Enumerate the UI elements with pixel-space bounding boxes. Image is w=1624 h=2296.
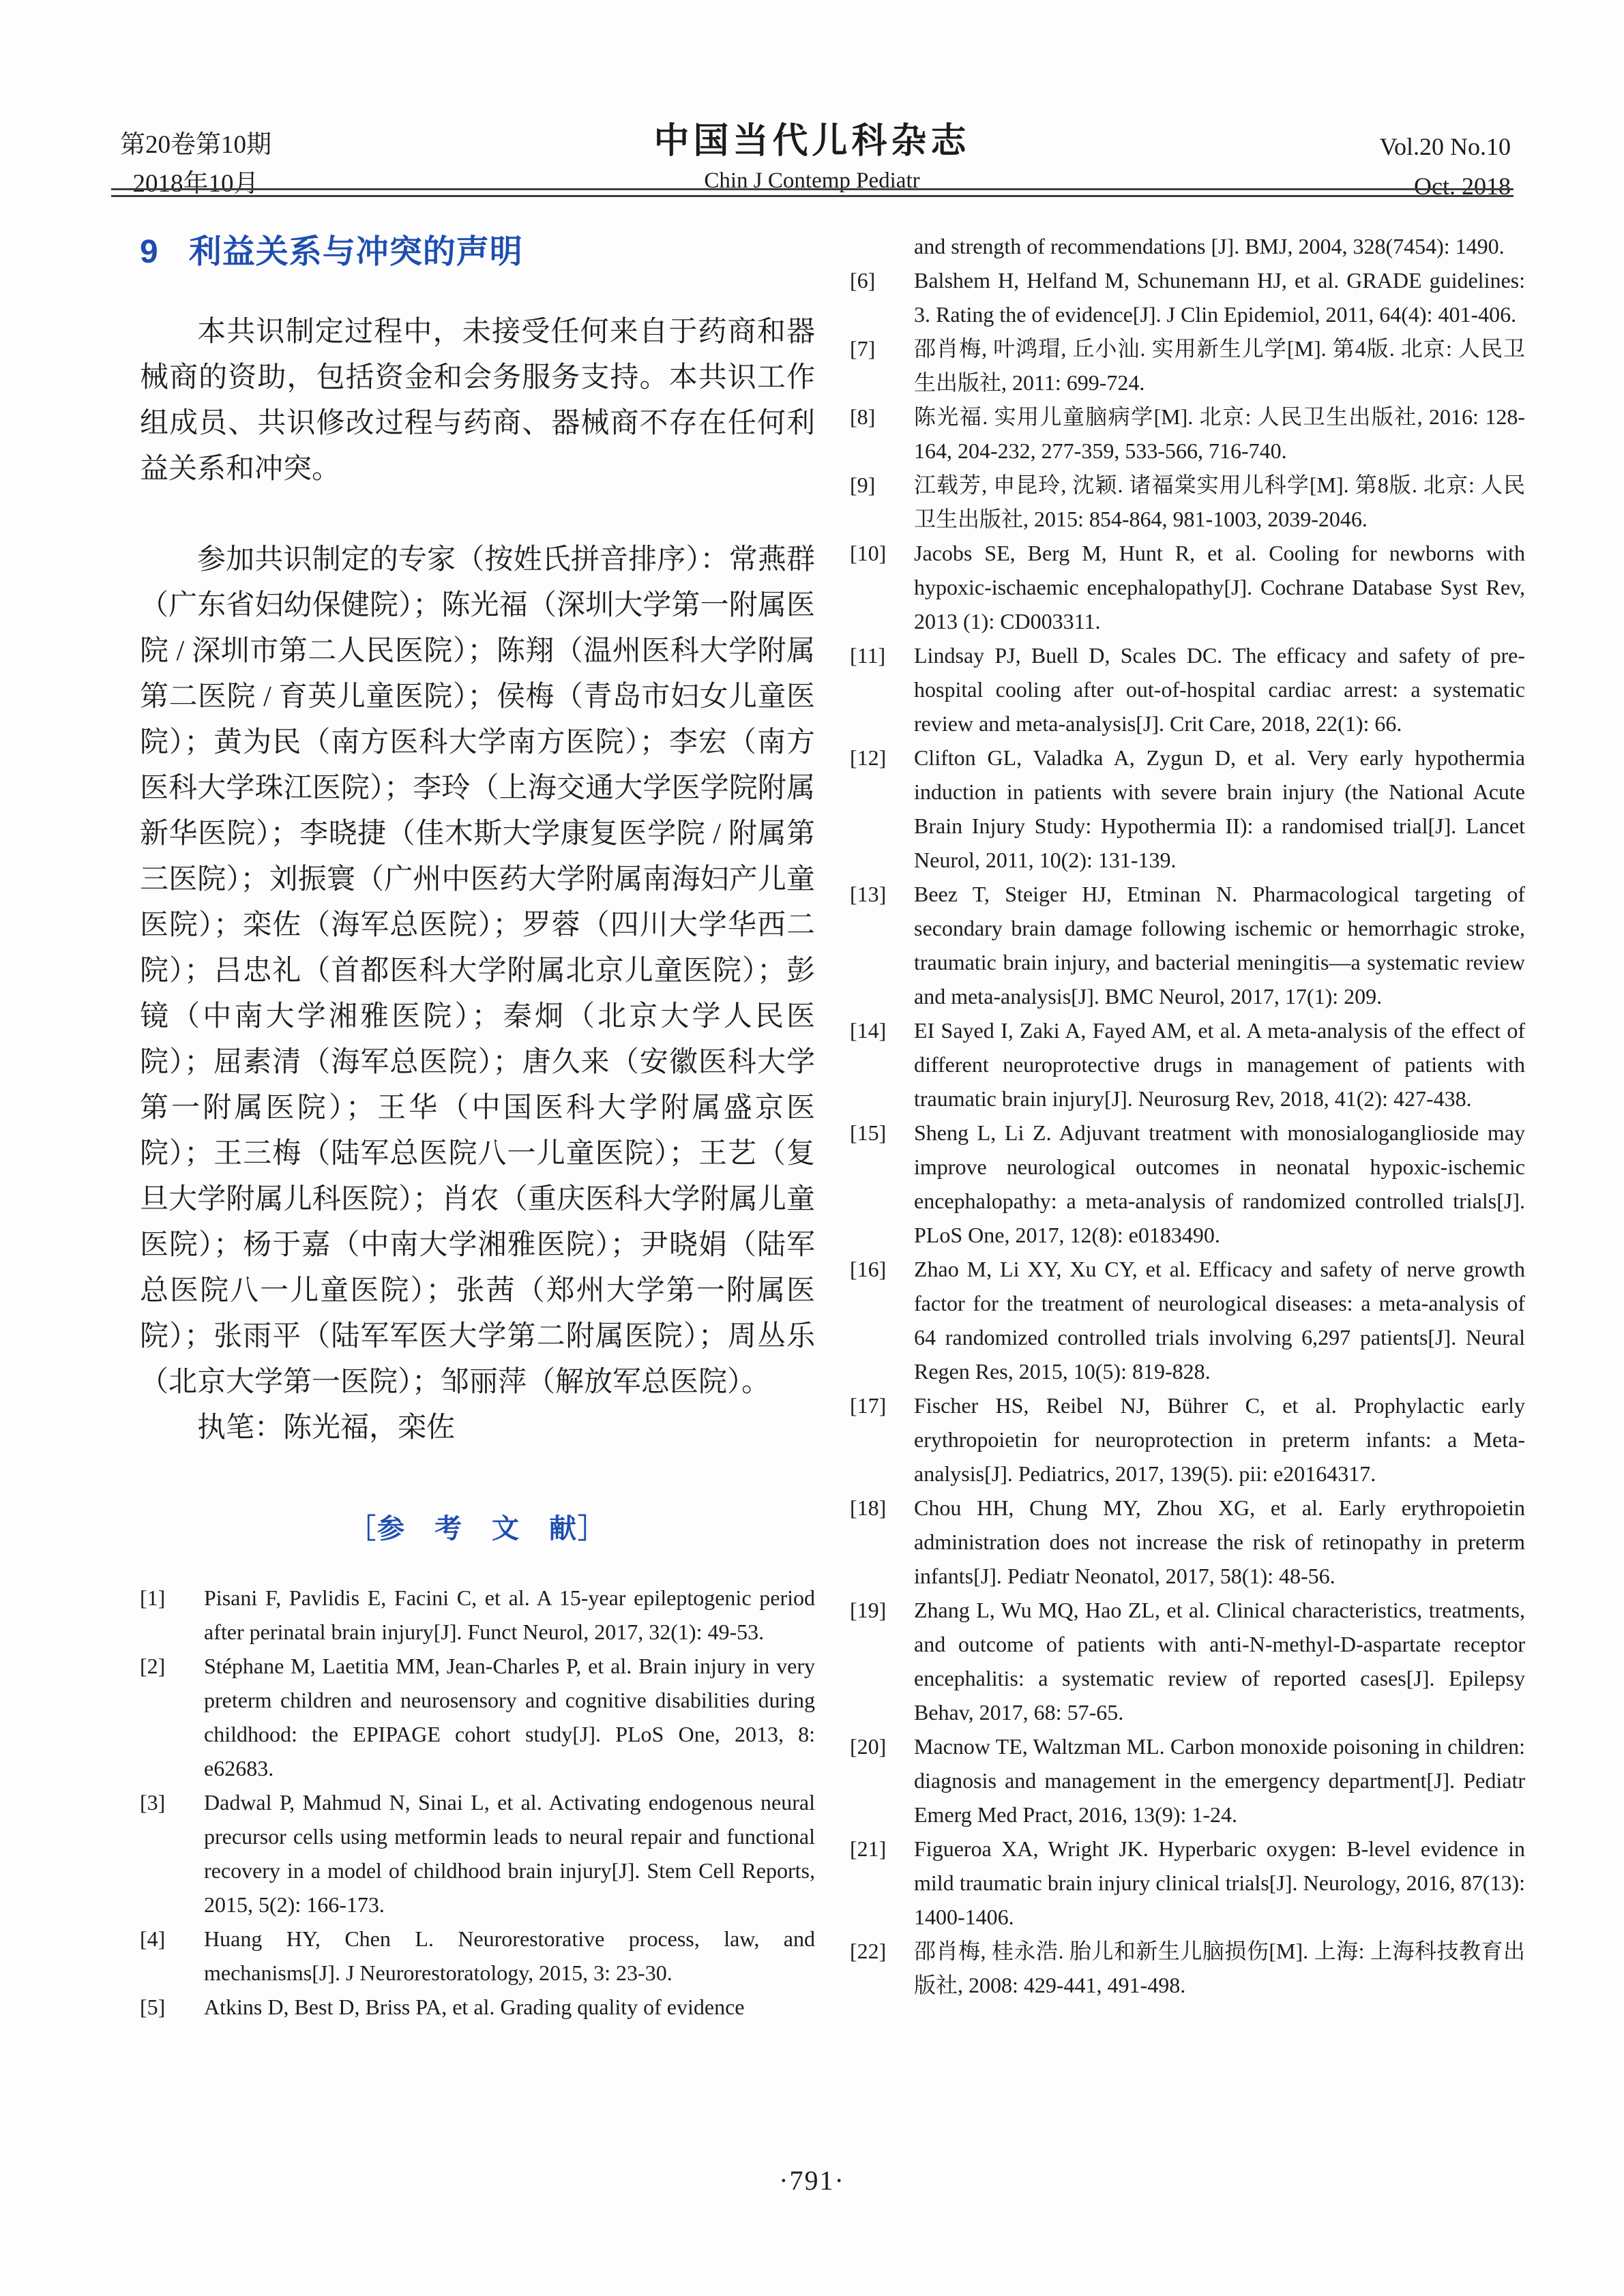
reference-item [850, 1934, 1525, 2002]
reference-item [850, 1729, 1525, 1832]
reference-text: Zhao M, Li XY, Xu CY, et al. Efficacy and safety of nerve growth factor for the treatment of neurological diseases: a meta-analysis of 64 randomized controlled trials involving 6,297 patients[J]. Neural Regen Res, 2015, 10(5): 819-828. [914, 1257, 1525, 1384]
reference-text: Clifton GL, Valadka A, Zygun D, et al. Very early hypothermia induction in patients with severe brain injury (the National Acute Brain Injury Study: Hypothermia II): a randomised trial[J]. Lancet Neurol, 2011, 10(2): 131-139. [914, 745, 1525, 872]
section-number: 9 [140, 234, 159, 270]
reference-number [850, 229, 914, 263]
reference-item [850, 638, 1525, 741]
references-heading: ［参 考 文 献］ [349, 1514, 606, 1544]
reference-number: [6] [850, 268, 876, 293]
reference-number: [7] [850, 336, 876, 361]
reference-text: Lindsay PJ, Buell D, Scales DC. The efficacy and safety of pre-hospital cooling after out-of-hospital cardiac arrest: a systematic review and meta-analysis[J]. Crit Care, 2018, 22(1): 66. [914, 643, 1525, 736]
reference-item [140, 1581, 815, 1649]
reference-text: Beez T, Steiger HJ, Etminan N. Pharmacological targeting of secondary brain damage following ischemic or hemorrhagic stroke, traumatic brain injury, and bacterial meningitis—a systematic review and meta-analysis[J]. BMC Neurol, 2017, 17(1): 209. [914, 882, 1525, 1009]
reference-item [850, 263, 1525, 331]
reference-text: Macnow TE, Waltzman ML. Carbon monoxide poisoning in children: diagnosis and management in the emergency department[J]. Pediatr Emerg Med Pract, 2016, 13(9): 1-24. [914, 1734, 1525, 1827]
reference-number: [14] [850, 1018, 887, 1043]
reference-number: [8] [850, 404, 876, 429]
reference-text: EI Sayed I, Zaki A, Fayed AM, et al. A meta-analysis of the effect of different neuroprotective drugs in management of patients with traumatic brain injury[J]. Neurosurg Rev, 2018, 41(2): 427-438. [914, 1018, 1525, 1111]
reference-item [850, 229, 1525, 263]
references-list-left [140, 1581, 815, 2024]
reference-text: Atkins D, Best D, Briss PA, et al. Grading quality of evidence [204, 1995, 745, 2019]
journal-title-en: Chin J Contemp Pediatr [704, 168, 920, 193]
reference-item [850, 331, 1525, 400]
header-divider-rule [111, 188, 1514, 197]
reference-number: [21] [850, 1836, 887, 1861]
reference-text: Fischer HS, Reibel NJ, Bührer C, et al. Prophylactic early erythropoietin for neuroprotection in preterm infants: a Meta-analysis[J]. Pediatrics, 2017, 139(5). pii: e20164317. [914, 1393, 1525, 1486]
reference-text: Chou HH, Chung MY, Zhou XG, et al. Early erythropoietin administration does not increase the risk of retinopathy in preterm infants[J]. Pediatr Neonatol, 2017, 58(1): 48-56. [914, 1495, 1525, 1588]
reference-text: Pisani F, Pavlidis E, Facini C, et al. A 15-year epileptogenic period after perinatal brain injury[J]. Funct Neurol, 2017, 32(1): 49-53. [204, 1585, 815, 1644]
reference-item [850, 1832, 1525, 1934]
reference-text: Jacobs SE, Berg M, Hunt R, et al. Cooling for newborns with hypoxic-ischaemic encephalopathy[J]. Cochrane Database Syst Rev, 2013 (1): CD003311. [914, 541, 1525, 633]
reference-number: [1] [140, 1585, 166, 1610]
reference-item [850, 1116, 1525, 1252]
header-date-en: Oct. 2018 [1414, 173, 1511, 200]
reference-number: [9] [850, 473, 876, 497]
reference-item [850, 1252, 1525, 1388]
reference-number: [20] [850, 1734, 887, 1759]
reference-item [850, 1013, 1525, 1116]
reference-item [850, 1593, 1525, 1729]
byline: 执笔：陈光福，栾佐 [197, 1412, 456, 1444]
reference-text: 陈光福. 实用儿童脑病学[M]. 北京: 人民卫生出版社, 2016: 128-164, 204-232, 277-359, 533-566, 716-740. [914, 404, 1525, 463]
reference-number: [2] [140, 1654, 166, 1678]
reference-text: Zhang L, Wu MQ, Hao ZL, et al. Clinical characteristics, treatments, and outcome of patients with anti-N-methyl-D-aspartate receptor encephalitis: a systematic review of reported cases[J]. Epilepsy Behav, 2017, 68: 57-65. [914, 1598, 1525, 1725]
page-number: ·791· [779, 2165, 845, 2196]
reference-item [140, 1785, 815, 1922]
reference-number: [17] [850, 1393, 887, 1418]
reference-number: [18] [850, 1495, 887, 1520]
reference-number: [19] [850, 1598, 887, 1622]
reference-item [850, 877, 1525, 1013]
reference-number: [5] [140, 1995, 166, 2019]
journal-title-cn: 中国当代儿科杂志 [653, 122, 971, 161]
conflict-statement-paragraph: 本共识制定过程中，未接受任何来自于药商和器械商的资助，包括资金和会务服务支持。本共识工作组成员、共识修改过程与药商、器械商不存在任何利益关系和冲突。 [140, 316, 815, 485]
reference-number: [22] [850, 1939, 887, 1963]
reference-number: [4] [140, 1926, 166, 1951]
reference-item [850, 468, 1525, 536]
header-volume-issue: 第20卷第10期 [120, 131, 271, 159]
reference-text: 邵肖梅, 叶鸿瑁, 丘小汕. 实用新生儿学[M]. 第4版. 北京: 人民卫生出版社, 2011: 699-724. [914, 336, 1525, 395]
reference-item [850, 400, 1525, 468]
reference-text: and strength of recommendations [J]. BMJ, 2004, 328(7454): 1490. [914, 234, 1505, 258]
right-column [850, 229, 1525, 2002]
reference-item [140, 1649, 815, 1785]
reference-text: Stéphane M, Laetitia MM, Jean-Charles P, et al. Brain injury in very preterm children and neurosensory and cognitive disabilities during childhood: the EPIPAGE cohort study[J]. PLoS One, 2013, 8: e62683. [204, 1654, 815, 1780]
reference-item [140, 1922, 815, 1990]
reference-text: Figueroa XA, Wright JK. Hyperbaric oxygen: B-level evidence in mild traumatic brain injury clinical trials[J]. Neurology, 2016, 87(13): 1400-1406. [914, 1836, 1525, 1929]
experts-list-paragraph: 参加共识制定的专家（按姓氏拼音排序）：常燕群（广东省妇幼保健院）；陈光福（深圳大学第一附属医院 / 深圳市第二人民医院）；陈翔（温州医科大学附属第二医院 / 育英儿童医院）；侯梅（青岛市妇女儿童医院）；黄为民（南方医科大学南方医院）；李宏（南方医科大学珠江医院）；李玲（上海交通大学医学院附属新华医院）；李晓捷（佳木斯大学康复医学院 / 附属第三医院）；刘振寰（广州中医药大学附属南海妇产儿童医院）；栾佐（海军总医院）；罗蓉（四川大学华西二院）；吕忠礼（首都医科大学附属北京儿童医院）；彭镜（中南大学湘雅医院）；秦炯（北京大学人民医院）；屈素清（海军总医院）；唐久来（安徽医科大学第一附属医院）；王华（中国医科大学附属盛京医院）；王三梅（陆军总医院八一儿童医院）；王艺（复旦大学附属儿科医院）；肖农（重庆医科大学附属儿童医院）；杨于嘉（中南大学湘雅医院）；尹晓娟（陆军总医院八一儿童医院）；张茜（郑州大学第一附属医院）；张雨平（陆军军医大学第二附属医院）；周丛乐（北京大学第一医院）；邹丽萍（解放军总医院）。 [140, 544, 815, 1398]
reference-text: Huang HY, Chen L. Neurorestorative process, law, and mechanisms[J]. J Neurorestoratology, 2015, 3: 23-30. [204, 1926, 815, 1985]
reference-text: 邵肖梅, 桂永浩. 胎儿和新生儿脑损伤[M]. 上海: 上海科技教育出版社, 2008: 429-441, 491-498. [914, 1939, 1525, 1997]
reference-number: [3] [140, 1790, 166, 1815]
reference-number: [13] [850, 882, 887, 906]
reference-text: Sheng L, Li Z. Adjuvant treatment with monosialoganglioside may improve neurological outcomes in neonatal hypoxic-ischemic encephalopathy: a meta-analysis of randomized controlled trials[J]. PLoS One, 2017, 12(8): e0183490. [914, 1120, 1525, 1247]
reference-text: Dadwal P, Mahmud N, Sinai L, et al. Activating endogenous neural precursor cells using metformin leads to neural repair and functional recovery in a model of childhood brain injury[J]. Stem Cell Reports, 2015, 5(2): 166-173. [204, 1790, 815, 1917]
reference-item [850, 1388, 1525, 1491]
reference-text: Balshem H, Helfand M, Schunemann HJ, et al. GRADE guidelines: 3. Rating the of evidence[J]. J Clin Epidemiol, 2011, 64(4): 401-406. [914, 268, 1525, 327]
reference-item [850, 536, 1525, 638]
reference-text: 江载芳, 申昆玲, 沈颖. 诸福棠实用儿科学[M]. 第8版. 北京: 人民卫生出版社, 2015: 854-864, 981-1003, 2039-2046. [914, 473, 1525, 531]
reference-number: [10] [850, 541, 887, 565]
section-title-text: 利益关系与冲突的声明 [188, 234, 523, 270]
reference-item [140, 1990, 815, 2024]
reference-item [850, 1491, 1525, 1593]
header-vol-no: Vol.20 No.10 [1379, 133, 1511, 160]
section-title [140, 235, 815, 270]
reference-number: [12] [850, 745, 887, 770]
left-column [140, 235, 815, 2024]
header-date-cn: 2018年10月 [132, 170, 259, 198]
references-list-right [850, 229, 1525, 2002]
reference-number: [15] [850, 1120, 887, 1145]
reference-number: [16] [850, 1257, 887, 1281]
reference-number: [11] [850, 643, 886, 668]
reference-item [850, 741, 1525, 877]
